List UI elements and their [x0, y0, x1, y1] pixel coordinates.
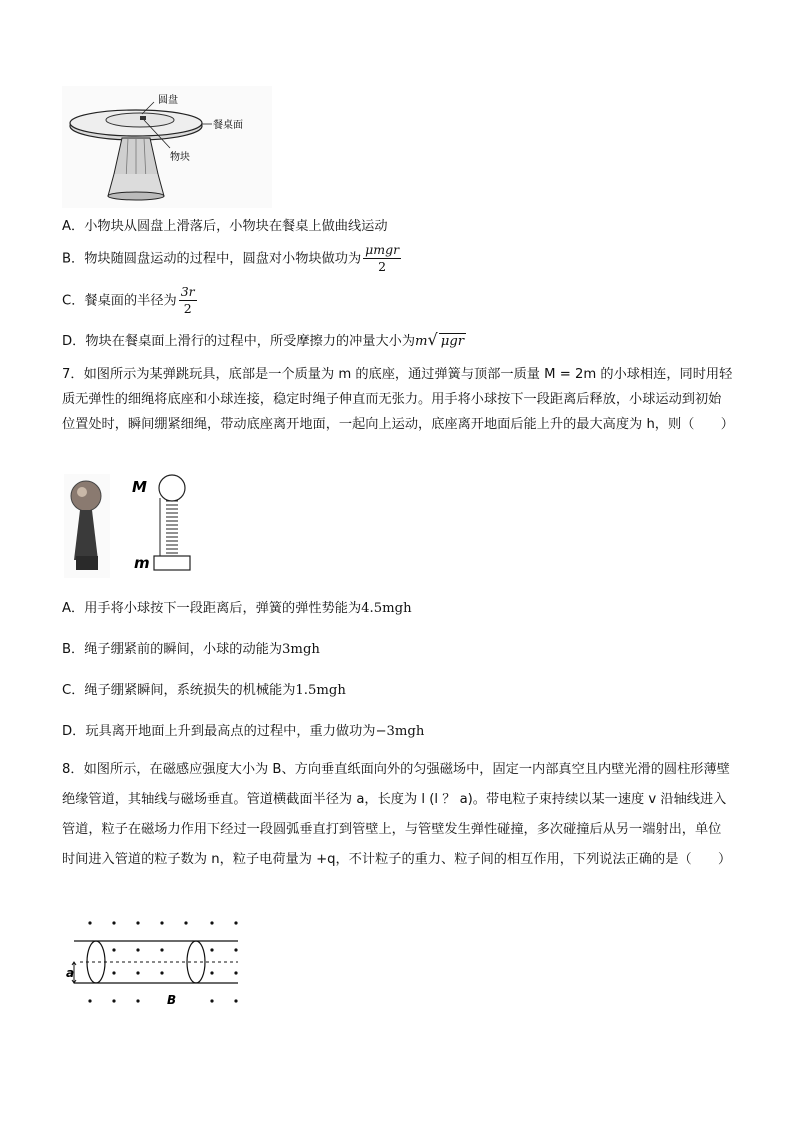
q7-option-c: C．绳子绷紧瞬间，系统损失的机械能为1.5mgh: [62, 683, 346, 698]
q6-option-d: D．物块在餐桌面上滑行的过程中，所受摩擦力的冲量大小为m√ μgr: [62, 330, 465, 349]
label-M: M: [132, 478, 147, 496]
q7-stem: 7．如图所示为某弹跳玩具，底部是一个质量为 m 的底座，通过弹簧与顶部一质量 M = 2m 的小球相连，同时用轻质无弹性的细绳将底座和小球连接，稳定时绳子伸直而无张力。用手将小球按下一段距离后释放，小球运动到初始位置处时，瞬间绷紧细绳，带动底座离开地面，一起向上运动，底座离开地面后能上升的最大高度为 h，则（ ）: [62, 367, 734, 432]
magnetic-pipe-figure: [66, 915, 246, 1007]
table-figure: [62, 86, 272, 208]
block-shape: [140, 116, 146, 120]
q6-option-a: A．小物块从圆盘上滑落后，小物块在餐桌上做曲线运动: [62, 219, 388, 234]
q7-option-b: B．绳子绷紧前的瞬间，小球的动能为3mgh: [62, 642, 320, 657]
label-B: B: [167, 993, 177, 1007]
label-a: a: [66, 966, 75, 980]
label-m: m: [134, 554, 150, 572]
q7-option-d: D．玩具离开地面上升到最高点的过程中，重力做功为−3mgh: [62, 724, 425, 739]
q6-option-b: [62, 242, 403, 275]
q6-option-b-fraction: $\frac{\text{μmgr}}{2}$: [365, 242, 400, 274]
q7-option-a: A．用手将小球按下一段距离后，弹簧的弹性势能为4.5mgh: [62, 601, 412, 616]
q6-option-b-text: B．物块随圆盘运动的过程中，圆盘对小物块做功为: [62, 251, 362, 267]
label-block: 物块: [170, 152, 190, 163]
spring-toy-figure: [62, 468, 202, 580]
q8-stem: 8．如图所示，在磁感应强度大小为 B、方向垂直纸面向外的匀强磁场中，固定一内部真空且内壁光滑的圆柱形薄壁绝缘管道，其轴线与磁场垂直。管道横截面半径为 a，长度为 l (l ？ a)。带电粒子束持续以某一速度 v 沿轴线进入管道，粒子在磁场力作用下经过一段圆弧垂直打到管壁上，与管壁发生弹性碰撞，多次碰撞后从另一端射出，单位时间进入管道的粒子数为 n，粒子电荷量为 +q，不计粒子的重力、粒子间的相互作用，下列说法正确的是（ ）: [62, 762, 732, 867]
q6-option-c-text: C．餐桌面的半径为: [62, 293, 177, 309]
label-tabletop: 餐桌面: [213, 120, 243, 131]
q6-option-d-text: D．物块在餐桌面上滑行的过程中，所受摩擦力的冲量大小为: [62, 334, 416, 349]
q6-option-c: [62, 284, 199, 317]
label-disk: 圆盘: [158, 95, 178, 106]
q6-option-c-fraction: $\frac{3r}{2}$: [180, 284, 195, 316]
